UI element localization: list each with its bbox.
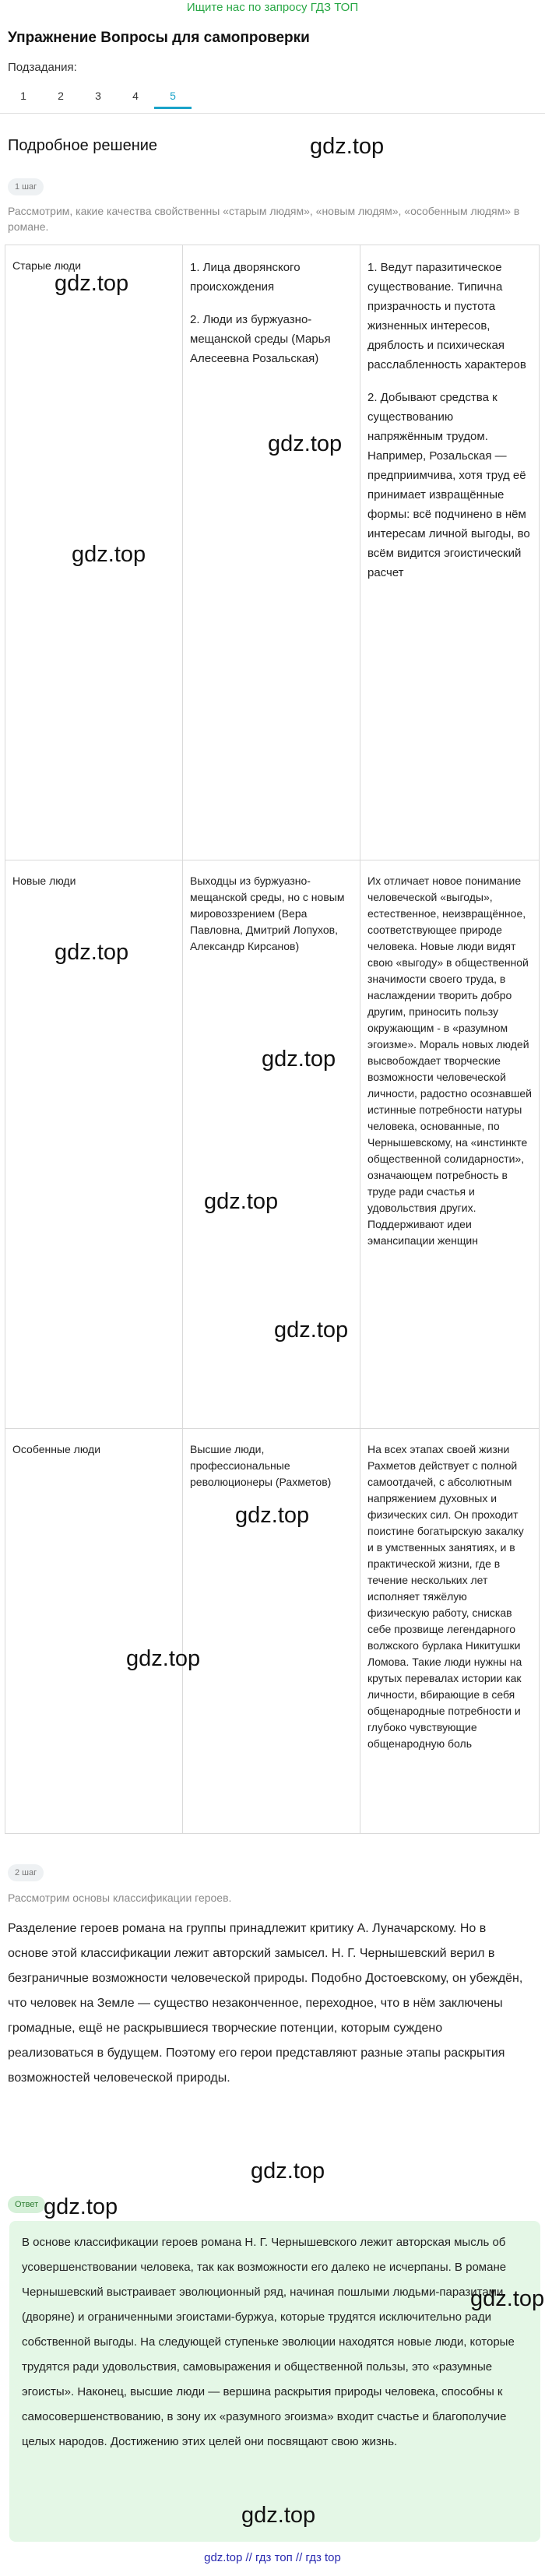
table-cell-traits: На всех этапах своей жизни Рахметов действует с полной самоотдачей, с абсолютным напряжением духовных и физических сил. Он проходит поистине богатырскую закалку и в умственных занятиях, и в практической жизни, где в течение нескольких лет исполняет тяжёлую физическую работу, снискав себе прозвище легендарного волжского бурлака Никитушки Ломова. Такие люди нужны на крутых перевалах истории как личности, вбирающие в себя общенародные потребности и глубоко чувствующие общенародную боль [360,1429,540,1834]
watermark: gdz.top [241,2503,316,2528]
watermark: gdz.top [251,2159,325,2184]
subtasks-label: Подзадания: [8,61,77,74]
page-title: Упражнение Вопросы для самопроверки [8,30,310,46]
table-cell-origin: Выходцы из буржуазно-мещанской среды, но с новым мировоззрением (Вера Павловна, Дмитрий Лопухов, Александр Кирсанов) [183,860,360,1429]
tab-subtask-2[interactable]: 2 [58,90,64,102]
tab-subtask-3[interactable]: 3 [95,90,101,102]
footer-links[interactable]: gdz.top // гдз топ // гдз top [204,2551,341,2564]
table-row [5,1429,540,1834]
table-cell-traits: 1. Ведут паразитическое существование. Типична призрачность и пустота жизненных интересов, дряблость и психическая расслабленность характеров 2. Добывают средства к существованию напряжённым трудом. Например, Розальская — предприимчива, хотя труд её принимает извращённые формы: всё подчинено в нём интересам личной выгоды, во всём видится эгоистический расчет [360,245,540,860]
watermark: gdz.top [470,2286,545,2311]
watermark: gdz.top [54,940,129,965]
watermark: gdz.top [54,271,129,296]
step-1-badge: 1 шаг [8,178,44,195]
table-cell-name: Новые люди [5,860,183,1429]
watermark: gdz.top [44,2194,118,2219]
tab-subtask-4[interactable]: 4 [132,90,139,102]
answer-box [9,2221,540,2542]
step-2-badge: 2 шаг [8,1864,44,1881]
watermark: gdz.top [268,431,343,456]
top-banner[interactable]: Ищите нас по запросу ГДЗ ТОП [186,1,359,14]
step-2-intro: Рассмотрим основы классификации героев. [8,1892,232,1904]
table-cell-name: Старые люди [5,245,183,860]
divider [0,113,545,114]
table-cell-traits: Их отличает новое понимание человеческой «выгоды», естественное, неизвращённое, соответствующее природе человека. Новые люди видят свою «выгоду» в общественной значимости своего труда, в наслаждении творить добро другим, приносить пользу окружающим - в «разумном эгоизме». Мораль новых людей высвобождает творческие возможности человеческой личности, радостно осознавшей истинные потребности натуры человека, основанные, по Чернышевскому, на «инстинкте общественной солидарности», означающем потребность в труде ради счастья и удовольствия других. Поддерживают идеи эмансипации женщин [360,860,540,1429]
watermark: gdz.top [126,1646,201,1671]
tab-subtask-5[interactable]: 5 [154,83,192,109]
watermark: gdz.top [310,134,385,159]
tab-subtask-1[interactable]: 1 [20,90,26,102]
watermark: gdz.top [262,1047,336,1072]
watermark: gdz.top [72,542,146,567]
watermark: gdz.top [235,1503,310,1528]
table-cell-origin: Высшие люди, профессиональные революционеры (Рахметов) [183,1429,360,1834]
heroes-table [5,245,540,1834]
solution-heading: Подробное решение [8,137,158,154]
subtasks-tabs [5,83,192,109]
watermark: gdz.top [204,1189,279,1214]
watermark: gdz.top [274,1318,349,1343]
step-1-intro: Рассмотрим, какие качества свойственны «старым людям», «новым людям», «особенным людям» в романе. [8,205,520,233]
answer-badge: Ответ [8,2196,45,2213]
table-cell-origin: 1. Лица дворянского происхождения 2. Люди из буржуазно-мещанской среды (Марья Алесеевна Розальская) [183,245,360,860]
step-2-text: Разделение героев романа на группы принадлежит критику А. Луначарскому. Но в основе этой классификации лежит авторский замысел. Н. Г. Чернышевский верил в безграничные возможности человеческой природы. Подобно Достоевскому, он убеждён, что человек на Земле — существо незаконченное, переходное, что в нём заключены громадные, ещё не раскрывшиеся творческие потенции, которым суждено реализоваться в будущем. Поэтому его герои представляют разные этапы раскрытия возможностей человеческой природы. [8,1922,523,2085]
table-cell-name: Особенные люди [5,1429,183,1834]
answer-text: В основе классификации героев романа Н. Г. Чернышевского лежит авторская мысль об усовершенствовании человека, так как возможности его далеко не исчерпаны. В романе Чернышевский выстраивает эволюционный ряд, начиная пошлыми людьми-паразитами (дворяне) и ограниченными эгоистами-буржуа, которые трудятся исключительно ради собственной выгоды. На следующей ступеньке эволюции находятся новые люди, которые трудятся ради удовольствия, самовыражения и общественной пользы, это «разумные эгоисты». Наконец, высшие люди — вершина раскрытия природы человека, способны к самосовершенствованию, в зону их «разумного эгоизма» входит счастье и благополучие целых народов. Достижению этих целей они посвящают свою жизнь. [22,2236,515,2448]
